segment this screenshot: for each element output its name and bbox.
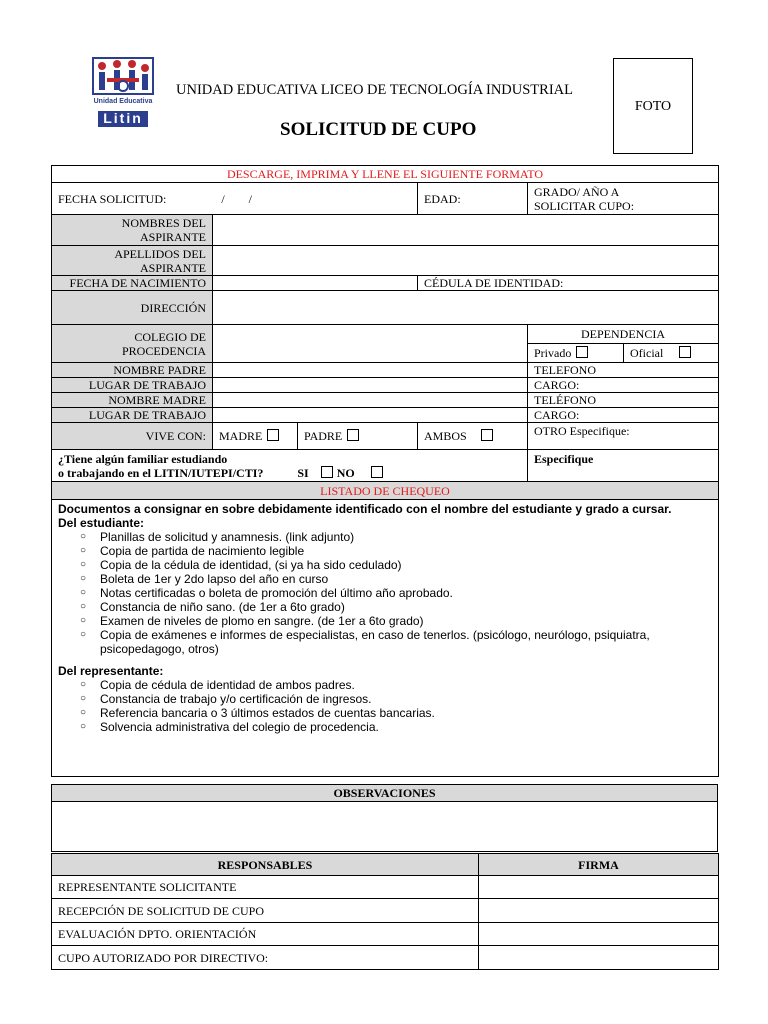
table-row: CUPO AUTORIZADO POR DIRECTIVO:: [52, 946, 479, 970]
form-banner: DESCARGE, IMPRIMA Y LLENE EL SIGUIENTE FORMATO: [52, 166, 719, 183]
nombre-padre-input[interactable]: [213, 363, 528, 378]
cargo-padre-field[interactable]: [528, 378, 719, 393]
si-checkbox[interactable]: [321, 466, 333, 478]
signature-field[interactable]: [479, 876, 719, 899]
signature-field[interactable]: [479, 899, 719, 923]
edad-field[interactable]: [418, 183, 528, 215]
padre-checkbox[interactable]: [347, 429, 359, 441]
signature-field[interactable]: [479, 946, 719, 970]
direccion-input[interactable]: [213, 291, 719, 325]
dependencia-label: DEPENDENCIA: [528, 325, 719, 344]
otro-field[interactable]: [528, 423, 719, 450]
cedula-label: CÉDULA DE IDENTIDAD:: [424, 276, 564, 290]
nombre-padre-label: NOMBRE PADRE: [52, 363, 213, 378]
list-item: ○ Solvencia administrativa del colegio de procedencia.: [80, 720, 379, 734]
telefono-padre-label: TELEFONO: [534, 363, 596, 377]
responsables-table: [51, 853, 719, 970]
privado-checkbox[interactable]: [576, 346, 588, 358]
telefono-padre-field[interactable]: [528, 363, 719, 378]
cargo-madre-label: CARGO:: [534, 408, 580, 422]
ambos-label: AMBOS: [424, 429, 467, 443]
checklist-body: [52, 500, 719, 777]
logo-text-top: Unidad Educativa: [93, 98, 153, 105]
responsables-header: RESPONSABLES: [52, 854, 479, 876]
application-form-table: [51, 165, 719, 777]
representative-heading: Del representante:: [58, 664, 164, 678]
fecha-solicitud-field[interactable]: [52, 183, 418, 215]
privado-label: Privado: [534, 346, 572, 360]
cargo-padre-label: CARGO:: [534, 378, 580, 392]
representative-documents-list: [58, 678, 712, 734]
oficial-option[interactable]: [624, 344, 719, 363]
logo-text-main: Litin: [103, 110, 143, 126]
telefono-madre-label: TELÉFONO: [534, 393, 596, 407]
list-item: ○ Boleta de 1er y 2do lapso del año en curso: [80, 572, 329, 586]
list-item: ○ Copia de la cédula de identidad, (si ya ha sido cedulado): [80, 558, 402, 572]
list-item: ○ Referencia bancaria o 3 últimos estados de cuentas bancarias.: [80, 706, 435, 720]
nombres-label-line1: NOMBRES DEL: [121, 216, 206, 230]
no-checkbox[interactable]: [371, 466, 383, 478]
apellidos-label-line1: APELLIDOS DEL: [114, 246, 206, 261]
familiar-line2-text: o trabajando en el LITIN/IUTEPI/CTI?: [58, 465, 264, 480]
direccion-label: DIRECCIÓN: [52, 291, 213, 325]
edad-label: EDAD:: [424, 191, 461, 206]
list-item: ○ Copia de exámenes e informes de especialistas, en caso de tenerlos. (psicólogo, neurólogo, psiquiatra, psicopedagogo, otros): [80, 628, 650, 656]
checklist-intro: Documentos a consignar en sobre debidamente identificado con el nombre del estudiante y grado a cursar.: [58, 502, 672, 516]
apellidos-input[interactable]: [213, 246, 719, 276]
colegio-input[interactable]: [213, 325, 528, 363]
familiar-line2: [58, 466, 521, 480]
ambos-option[interactable]: [418, 423, 528, 450]
grado-label-line1: GRADO/ AÑO A: [534, 184, 620, 199]
photo-box: [613, 58, 693, 154]
table-row: REPRESENTANTE SOLICITANTE: [52, 876, 479, 899]
list-item: ○ Planillas de solicitud y anamnesis. (link adjunto): [80, 530, 355, 544]
colegio-label: [52, 325, 213, 363]
observaciones-title: OBSERVACIONES: [52, 785, 718, 802]
checklist-title: LISTADO DE CHEQUEO: [52, 482, 719, 500]
fecha-slashes: / /: [221, 191, 253, 206]
cedula-field[interactable]: [418, 276, 719, 291]
table-row: RECEPCIÓN DE SOLICITUD DE CUPO: [52, 899, 479, 923]
grado-field[interactable]: [528, 183, 719, 215]
otro-label: OTRO Especifique:: [534, 424, 630, 438]
list-item: ○ Copia de cédula de identidad de ambos padres.: [80, 678, 355, 692]
madre-option[interactable]: [213, 423, 298, 450]
list-item: ○ Constancia de niño sano. (de 1er a 6to grado): [80, 600, 345, 614]
nombres-input[interactable]: [213, 215, 719, 246]
firma-header: FIRMA: [479, 854, 719, 876]
ambos-checkbox[interactable]: [481, 429, 493, 441]
si-label: SI: [297, 465, 309, 480]
no-label: NO: [336, 465, 355, 480]
telefono-madre-field[interactable]: [528, 393, 719, 408]
signature-field[interactable]: [479, 923, 719, 946]
form-title: SOLICITUD DE CUPO: [280, 119, 477, 140]
observaciones-input[interactable]: [52, 802, 718, 852]
padre-label: PADRE: [304, 429, 343, 443]
oficial-label: Oficial: [630, 346, 664, 360]
madre-checkbox[interactable]: [267, 429, 279, 441]
school-name: UNIDAD EDUCATIVA LICEO DE TECNOLOGÍA INDUSTRIAL: [176, 82, 573, 98]
nombre-madre-input[interactable]: [213, 393, 528, 408]
colegio-label-line2: PROCEDENCIA: [121, 343, 206, 358]
grado-label-line2: SOLICITAR CUPO:: [534, 198, 635, 213]
apellidos-label-line2: ASPIRANTE: [139, 260, 206, 275]
madre-label: MADRE: [219, 429, 263, 443]
lugar-trabajo-padre-label: LUGAR DE TRABAJO: [52, 378, 213, 393]
list-item: ○ Copia de partida de nacimiento legible: [80, 544, 305, 558]
list-item: ○ Notas certificadas o boleta de promoción del último año aprobado.: [80, 586, 453, 600]
student-documents-list: [58, 530, 712, 656]
especifique-field[interactable]: [528, 450, 719, 482]
padre-option[interactable]: [298, 423, 418, 450]
photo-label: FOTO: [634, 99, 672, 114]
lugar-trabajo-padre-input[interactable]: [213, 378, 528, 393]
nombre-madre-label: NOMBRE MADRE: [52, 393, 213, 408]
apellidos-label: [52, 246, 213, 276]
table-row: EVALUACIÓN DPTO. ORIENTACIÓN: [52, 923, 479, 946]
lugar-trabajo-madre-input[interactable]: [213, 408, 528, 423]
nombres-label: [52, 215, 213, 246]
list-item: ○ Constancia de trabajo y/o certificación de ingresos.: [80, 692, 372, 706]
familiar-line1: ¿Tiene algún familiar estudiando: [58, 451, 228, 466]
fecha-nacimiento-input[interactable]: [213, 276, 418, 291]
observaciones-table: [51, 784, 718, 852]
privado-option[interactable]: [528, 344, 624, 363]
fecha-solicitud-label: FECHA SOLICITUD:: [58, 191, 167, 206]
school-logo: [90, 56, 156, 128]
lugar-trabajo-madre-label: LUGAR DE TRABAJO: [52, 408, 213, 423]
student-heading: Del estudiante:: [58, 516, 145, 530]
cargo-madre-field[interactable]: [528, 408, 719, 423]
nombres-label-line2: ASPIRANTE: [139, 230, 206, 244]
especifique-label: Especifique: [534, 452, 594, 466]
list-item: ○ Examen de niveles de plomo en sangre. (de 1er a 6to grado): [80, 614, 424, 628]
colegio-label-line1: COLEGIO DE: [134, 329, 206, 344]
familiar-question: [52, 450, 528, 482]
fecha-nacimiento-label: FECHA DE NACIMIENTO: [52, 276, 213, 291]
vive-con-label: VIVE CON:: [52, 423, 213, 450]
oficial-checkbox[interactable]: [679, 346, 691, 358]
